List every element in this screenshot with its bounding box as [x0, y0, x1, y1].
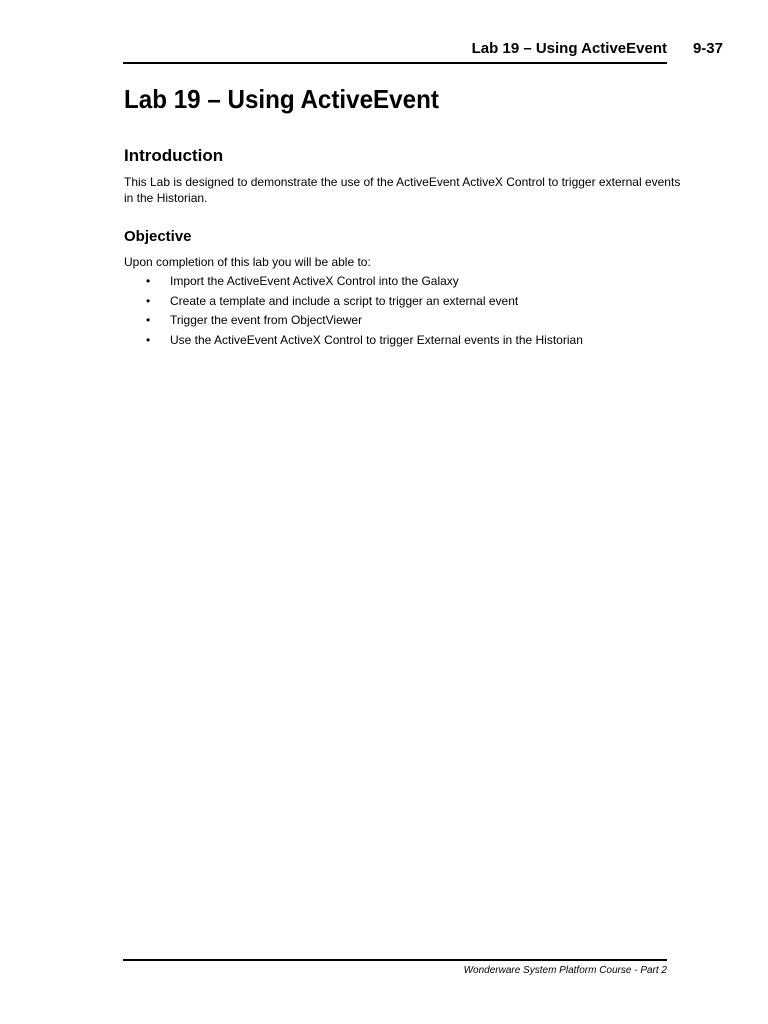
page-number: 9-37 — [692, 40, 723, 57]
objective-item-text: Create a template and include a script to trigger an external event — [170, 293, 519, 308]
running-header-title: Lab 19 – Using ActiveEvent — [471, 40, 667, 57]
footer-course-title: Wonderware System Platform Course - Part 2 — [463, 965, 667, 976]
header-rule — [123, 62, 667, 64]
bullet-icon: • — [146, 313, 151, 327]
bullet-icon: • — [146, 274, 151, 288]
bullet-icon: • — [146, 293, 151, 308]
objective-item-text: Use the ActiveEvent ActiveX Control to trigger External events in the Historian — [170, 332, 583, 347]
lab-title: Lab 19 – Using ActiveEvent — [124, 84, 439, 114]
objective-item-text: Trigger the event from ObjectViewer — [170, 313, 363, 327]
bullet-icon: • — [146, 332, 151, 347]
objective-heading: Objective — [124, 228, 192, 245]
introduction-text: This Lab is designed to demonstrate the use of the ActiveEvent ActiveX Control to trigger external events in the Historian. — [124, 175, 681, 205]
objective-lead-text: Upon completion of this lab you will be able to: — [124, 255, 371, 269]
introduction-heading: Introduction — [124, 146, 224, 165]
footer-rule — [123, 959, 667, 961]
running-header — [0, 40, 768, 62]
objective-item-text: Import the ActiveEvent ActiveX Control into the Galaxy — [170, 274, 459, 288]
